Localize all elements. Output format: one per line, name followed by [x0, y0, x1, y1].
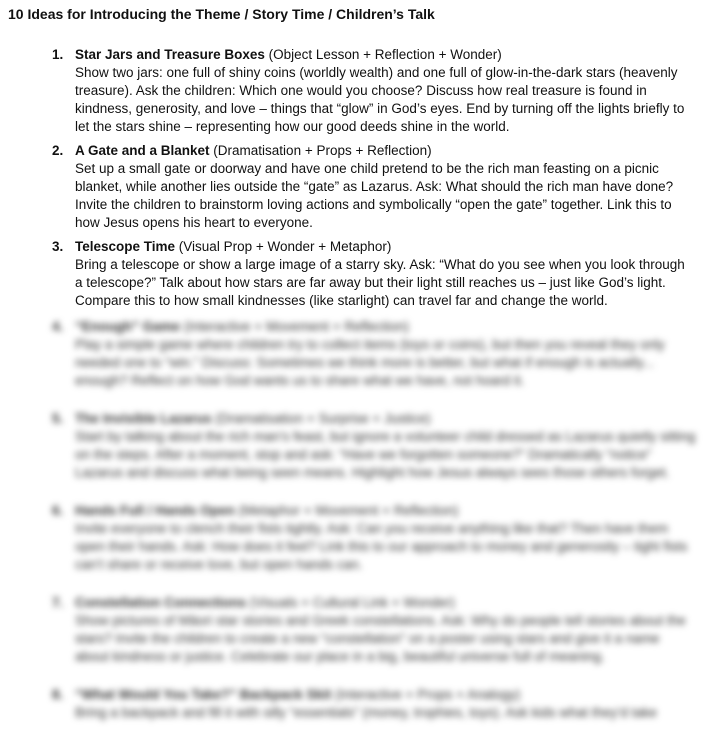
idea-name: “What Would You Take?” Backpack Skit: [75, 687, 332, 702]
idea-item-1: [0, 46, 710, 136]
idea-tags: (Interactive + Props + Analogy): [331, 687, 521, 702]
blurred-ideas-section: [0, 318, 710, 722]
idea-item-5: [0, 410, 710, 482]
idea-item-3: [0, 238, 710, 310]
idea-description: Show two jars: one full of shiny coins (worldly wealth) and one full of glow-in-the-dark stars (heavenly treasure). Ask the children: Which one would you choose? Discuss how real treasure is found in kindness, generosity, and love – things that “glow” in God’s eyes. End by turning off the lights briefly to let the stars shine – representing how our good deeds shine in the world.: [75, 65, 685, 134]
idea-number: 5.: [52, 411, 64, 426]
idea-description: Show pictures of Māori star stories and Greek constellations. Ask: Why do people tell stories about the stars? Invite the children to create a new “constellation” on a poster using stars and give it a name about kindness or justice. Celebrate our place in a big, beautiful universe full of meaning.: [75, 613, 686, 664]
idea-tags: (Metaphor + Movement + Reflection): [234, 503, 459, 518]
idea-description: Start by talking about the rich man’s feast, but ignore a volunteer child dressed as Lazarus quietly sitting on the steps. After a moment, stop and ask: “Have we forgotten someone?” Dramatically “notice” Lazarus and discuss what being seen means. Highlight how Jesus always sees those others forget.: [75, 429, 696, 480]
ideas-list: [0, 46, 710, 742]
idea-number: 2.: [52, 143, 64, 158]
document-title: 10 Ideas for Introducing the Theme / Story Time / Children’s Talk: [8, 6, 435, 22]
idea-number: 7.: [52, 595, 64, 610]
idea-item-2: [0, 142, 710, 232]
idea-item-4: [0, 318, 710, 390]
idea-name: “Enough” Game: [75, 319, 181, 334]
idea-tags: (Visuals + Cultural Link + Wonder): [246, 595, 455, 610]
idea-number: 4.: [52, 319, 64, 334]
idea-name: The Invisible Lazarus: [75, 411, 212, 426]
idea-tags: (Interactive + Movement + Reflection): [180, 319, 409, 334]
idea-tags: (Object Lesson + Reflection + Wonder): [264, 47, 502, 62]
idea-number: 6.: [52, 503, 64, 518]
idea-number: 1.: [52, 47, 64, 62]
idea-description: Bring a backpack and fill it with silly “essentials” (money, trophies, toys). Ask kids what they’d take: [75, 705, 657, 720]
idea-name: Hands Full / Hands Open: [75, 503, 235, 518]
idea-name: Star Jars and Treasure Boxes: [75, 47, 265, 62]
idea-tags: (Dramatisation + Props + Reflection): [209, 143, 432, 158]
idea-item-7: [0, 594, 710, 666]
idea-description: Play a simple game where children try to collect items (toys or coins), but then you reveal they only needed one to “win.” Discuss: Sometimes we think more is better, but what if enough is actually... enough? Reflect on how God wants us to share what we have, not hoard it.: [75, 337, 665, 388]
idea-item-8: [0, 686, 710, 722]
idea-number: 8.: [52, 687, 64, 702]
idea-tags: (Visual Prop + Wonder + Metaphor): [175, 239, 392, 254]
idea-name: Telescope Time: [75, 239, 176, 254]
idea-description: Bring a telescope or show a large image of a starry sky. Ask: “What do you see when you look through a telescope?” Talk about how stars are far away but their light still reaches us – just like God’s light. Compare this to how small kindnesses (like starlight) can travel far and change the world.: [75, 257, 685, 308]
idea-item-6: [0, 502, 710, 574]
idea-name: A Gate and a Blanket: [75, 143, 210, 158]
idea-tags: (Dramatisation + Surprise + Justice): [211, 411, 431, 426]
idea-number: 3.: [52, 239, 64, 254]
idea-description: Set up a small gate or doorway and have one child pretend to be the rich man feasting on a picnic blanket, while another lies outside the “gate” as Lazarus. Ask: What should the rich man have done? Invite the children to brainstorm loving actions and symbolically “open the gate” together. Link this to how Jesus opens his heart to everyone.: [75, 161, 674, 230]
idea-description: Invite everyone to clench their fists tightly. Ask: Can you receive anything like that? Then have them open their hands. Ask: How does it feel? Link this to our approach to money and generosity – tight fists can’t share or receive love, but open hands can.: [75, 521, 688, 572]
idea-name: Constellation Connections: [75, 595, 247, 610]
